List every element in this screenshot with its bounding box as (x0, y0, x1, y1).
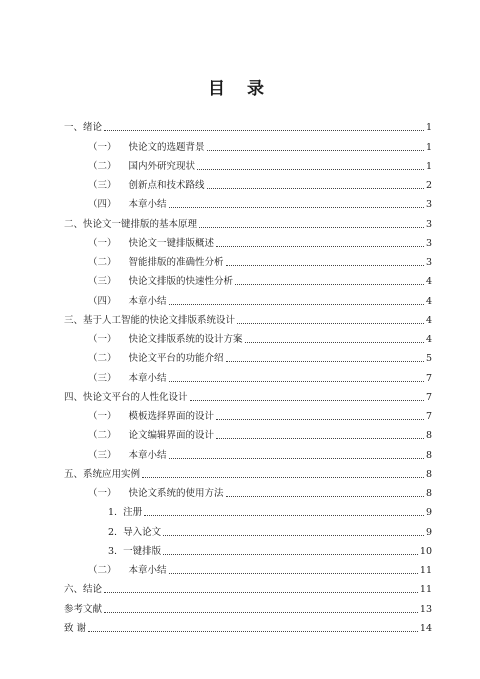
toc-entry-page-number: 5 (425, 353, 432, 365)
toc-entry-number: （一） (88, 488, 117, 499)
toc-entry-page-number: 3 (425, 218, 432, 230)
dot-leader (216, 246, 424, 247)
dot-leader (216, 419, 424, 420)
toc-entry-label (88, 334, 243, 346)
toc-entry (64, 385, 432, 404)
toc-entry-page-number: 7 (425, 411, 432, 422)
toc-entry-page-number: 8 (425, 449, 432, 461)
toc-entry-number: （三） (88, 276, 117, 288)
toc-entry (64, 616, 432, 635)
toc-entry-page-number: 11 (419, 584, 432, 596)
dot-leader (237, 323, 424, 324)
toc-entry-page-number: 2 (425, 180, 432, 191)
toc-entry (64, 404, 432, 423)
toc-entry (64, 173, 432, 192)
toc-entry-text: 注册 (123, 507, 143, 519)
toc-entry (64, 577, 432, 596)
toc-entry-label (88, 353, 224, 365)
toc-entry (64, 481, 432, 500)
toc-entry (64, 192, 432, 211)
toc-entry (64, 346, 432, 365)
toc-entry-label (88, 238, 214, 250)
dot-leader (104, 612, 418, 613)
toc-entry-page-number: 3 (425, 199, 432, 211)
toc-entry-page-number: 10 (419, 545, 432, 557)
toc-entry (64, 231, 432, 250)
toc-entry (64, 134, 432, 153)
toc-entry-page-number: 3 (425, 257, 432, 268)
toc-entry-text: 快论文的选题背景 (128, 141, 205, 153)
dot-leader (163, 554, 418, 555)
toc-entry (64, 327, 432, 346)
dot-leader (142, 477, 424, 478)
dot-leader (88, 631, 418, 632)
dot-leader (199, 227, 424, 228)
toc-entry-text: 一键排版 (123, 545, 162, 557)
dot-leader (144, 515, 424, 516)
toc-entry-label (64, 392, 188, 404)
toc-entry-label (108, 546, 161, 558)
toc-entry-text: 本章小结 (128, 295, 167, 307)
toc-entry-number: （四） (88, 199, 117, 211)
toc-entry-label (88, 373, 167, 385)
dot-leader (169, 207, 424, 208)
toc-entry-number: （一） (88, 141, 117, 153)
toc-entry-label (88, 161, 195, 173)
toc-entry-label (88, 450, 167, 462)
toc-entry-page-number: 9 (425, 507, 432, 519)
dot-leader (245, 342, 424, 343)
toc-entry (64, 288, 432, 307)
toc-entry-page-number: 13 (419, 603, 432, 615)
toc-entry (64, 115, 432, 134)
toc-entry-label (64, 219, 197, 231)
toc-entry-page-number: 14 (419, 622, 432, 634)
toc-entry-page-number: 11 (419, 565, 432, 576)
toc-entry-text: 快论文排版系统的设计方案 (128, 334, 243, 345)
toc-entry-label (88, 488, 224, 500)
dot-leader (207, 188, 424, 189)
toc-entry-text: 本章小结 (128, 565, 167, 576)
toc-entry-page-number: 1 (425, 160, 432, 172)
page-title: 目 录 (208, 79, 272, 99)
toc-entry-text: 模板选择界面的设计 (128, 411, 215, 422)
toc-entry-text: 创新点和技术路线 (128, 180, 205, 191)
toc-entry-text: 致 谢 (64, 622, 87, 634)
toc-entry-label (88, 276, 233, 288)
toc-entry-label (64, 469, 140, 481)
toc-entry-label (88, 257, 224, 269)
dot-leader (169, 458, 424, 459)
toc-entry (64, 211, 432, 230)
toc-entry-label (88, 430, 214, 442)
toc-entry (64, 423, 432, 442)
dot-leader (207, 150, 424, 151)
toc-entry-number: （四） (88, 295, 117, 307)
toc-entry (64, 596, 432, 615)
toc-entry-label (64, 604, 102, 616)
dot-leader (226, 265, 424, 266)
toc-entry-page-number: 1 (425, 141, 432, 153)
dot-leader (104, 130, 424, 131)
toc-entry-number: （二） (88, 257, 117, 268)
toc-entry-number: （二） (88, 565, 117, 576)
toc-entry-page-number: 3 (425, 237, 432, 249)
dot-leader (169, 573, 418, 574)
toc-entry-text: 国内外研究现状 (128, 160, 196, 172)
toc-entry-text: 二、快论文一键排版的基本原理 (64, 218, 198, 230)
toc-entry-text: 本章小结 (128, 199, 167, 211)
toc-entry-number: （一） (88, 237, 117, 249)
toc-entry-text: 本章小结 (128, 449, 167, 461)
toc-entry-label (88, 296, 167, 308)
toc-entry-text: 六、结论 (64, 584, 103, 596)
toc-entry-number: 2. (108, 526, 118, 538)
toc-entry-label (108, 527, 161, 539)
toc-entry-number: 3. (108, 545, 118, 557)
toc-entry-number: （一） (88, 411, 117, 422)
toc-entry-label (64, 122, 102, 134)
dot-leader (226, 496, 424, 497)
dot-leader (169, 381, 424, 382)
toc-entry (64, 442, 432, 461)
toc-entry-text: 论文编辑界面的设计 (128, 430, 215, 442)
toc-entry-page-number: 1 (425, 122, 432, 134)
toc-entry (64, 519, 432, 538)
toc-entry (64, 558, 432, 577)
dot-leader (104, 592, 418, 593)
dot-leader (216, 438, 424, 439)
toc-entry-number: （二） (88, 353, 117, 365)
table-of-contents (64, 115, 432, 635)
toc-entry-page-number: 4 (425, 314, 432, 326)
dot-leader (169, 304, 424, 305)
toc-entry-label (88, 411, 214, 423)
toc-entry-text: 快论文系统的使用方法 (128, 488, 224, 499)
toc-entry (64, 269, 432, 288)
toc-entry-number: （二） (88, 430, 117, 442)
toc-entry-text: 快论文一键排版概述 (128, 237, 215, 249)
toc-entry-label (64, 623, 86, 635)
toc-entry (64, 500, 432, 519)
toc-entry-text: 智能排版的准确性分析 (128, 257, 224, 268)
toc-entry (64, 365, 432, 384)
toc-entry-label (88, 565, 167, 577)
toc-entry (64, 250, 432, 269)
toc-entry-number: （二） (88, 160, 117, 172)
toc-entry-page-number: 7 (425, 372, 432, 384)
toc-entry-text: 一、绪论 (64, 122, 103, 134)
toc-entry-number: 1. (108, 507, 118, 519)
toc-entry-text: 三、基于人工智能的快论文排版系统设计 (64, 314, 236, 326)
toc-entry-text: 快论文排版的快速性分析 (128, 276, 234, 288)
toc-entry (64, 539, 432, 558)
toc-entry-label (64, 584, 102, 596)
toc-entry-page-number: 8 (425, 468, 432, 480)
toc-entry-label (88, 180, 205, 192)
toc-entry-text: 四、快论文平台的人性化设计 (64, 391, 188, 403)
dot-leader (163, 535, 424, 536)
dot-leader (197, 169, 424, 170)
toc-entry-label (108, 507, 142, 519)
toc-entry-page-number: 4 (425, 295, 432, 307)
toc-entry-number: （三） (88, 372, 117, 384)
dot-leader (190, 400, 424, 401)
toc-entry (64, 308, 432, 327)
toc-entry (64, 462, 432, 481)
toc-entry-page-number: 7 (425, 391, 432, 403)
toc-entry-label (88, 199, 167, 211)
dot-leader (226, 361, 424, 362)
toc-entry-number: （一） (88, 334, 117, 345)
toc-entry-page-number: 4 (425, 276, 432, 288)
toc-entry-number: （三） (88, 449, 117, 461)
toc-entry-text: 本章小结 (128, 372, 167, 384)
toc-entry-label (88, 142, 205, 154)
toc-entry-label (64, 315, 235, 327)
toc-entry-page-number: 8 (425, 488, 432, 499)
toc-entry-page-number: 4 (425, 334, 432, 345)
toc-entry-page-number: 9 (425, 526, 432, 538)
toc-entry-text: 五、系统应用实例 (64, 468, 141, 480)
toc-entry-text: 快论文平台的功能介绍 (128, 353, 224, 365)
toc-entry (64, 154, 432, 173)
toc-entry-text: 参考文献 (64, 603, 103, 615)
dot-leader (235, 284, 424, 285)
toc-entry-text: 导入论文 (123, 526, 162, 538)
toc-entry-page-number: 8 (425, 430, 432, 442)
toc-entry-number: （三） (88, 180, 117, 191)
